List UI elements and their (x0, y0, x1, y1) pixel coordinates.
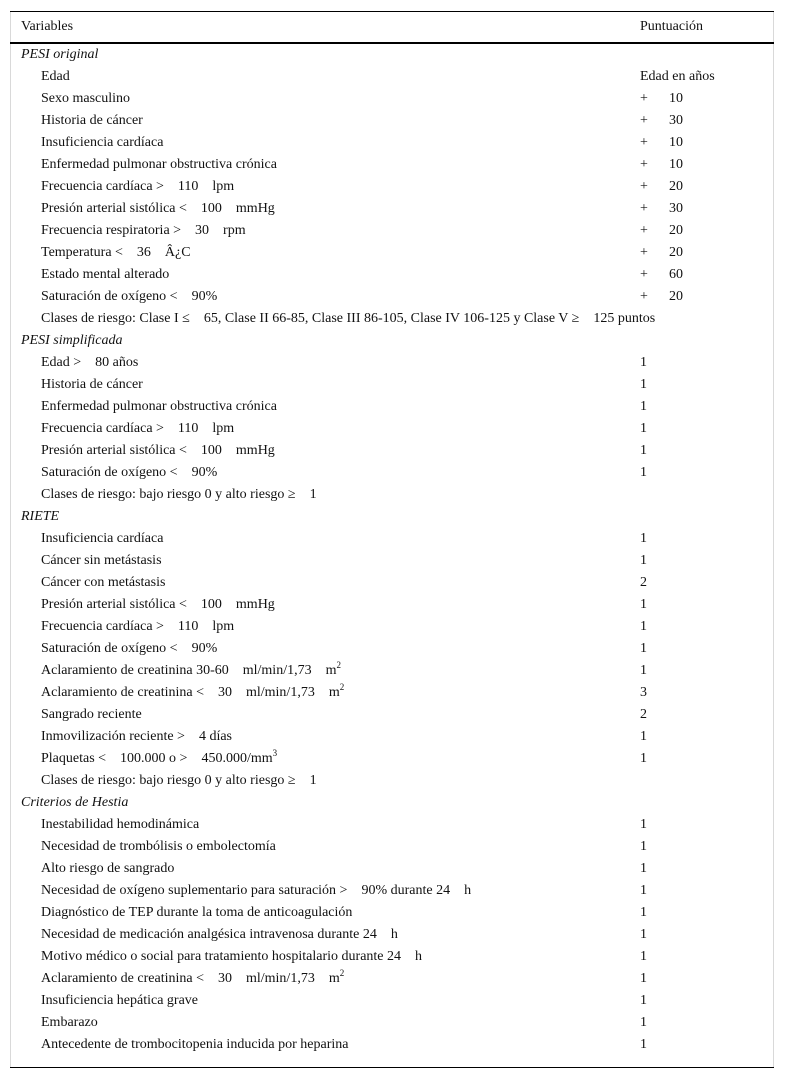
section-title (21, 506, 59, 528)
variable-text: Clases de riesgo: bajo riesgo 0 y alto riesgo ≥ 1 (41, 487, 317, 502)
score-value: 1 (640, 619, 647, 634)
score-value: 1 (640, 971, 647, 986)
variable-label (41, 968, 344, 990)
variable-text: Frecuencia respiratoria > 30 rpm (41, 223, 246, 238)
variable-label (41, 484, 317, 506)
variable-text: Saturación de oxígeno < 90% (41, 289, 218, 304)
variable-text: Estado mental alterado (41, 267, 170, 282)
score-cell (640, 924, 647, 946)
variable-label (41, 308, 655, 330)
variable-text: Saturación de oxígeno < 90% (41, 641, 218, 656)
section-title (21, 44, 98, 66)
score-value: 1 (640, 1037, 647, 1052)
variable-text: Enfermedad pulmonar obstructiva crónica (41, 399, 277, 414)
score-value: 1 (640, 465, 647, 480)
table-row (10, 858, 774, 880)
score-cell (640, 66, 715, 88)
score-value: 1 (640, 861, 647, 876)
variable-label (41, 704, 142, 726)
variable-text: Historia de cáncer (41, 113, 143, 128)
variable-text: Presión arterial sistólica < 100 mmHg (41, 201, 275, 216)
variable-label (41, 858, 174, 880)
variable-text: Insuficiencia cardíaca (41, 531, 164, 546)
table-row (10, 748, 774, 770)
score-cell (640, 528, 647, 550)
score-cell (640, 836, 647, 858)
section-title (21, 792, 128, 814)
variable-label (41, 682, 344, 704)
unit-superscript: 2 (339, 968, 345, 978)
variable-text: Presión arterial sistólica < 100 mmHg (41, 443, 275, 458)
score-cell (640, 968, 647, 990)
score-value: 1 (640, 531, 647, 546)
table-row (10, 484, 774, 506)
variable-label (41, 990, 198, 1012)
table-row (10, 616, 774, 638)
table-row (10, 594, 774, 616)
variable-label (41, 726, 232, 748)
score-cell (640, 220, 683, 242)
variable-text: Diagnóstico de TEP durante la toma de anticoagulación (41, 905, 353, 920)
table-row (10, 418, 774, 440)
table-row (10, 198, 774, 220)
section-header-row (10, 44, 774, 66)
variable-label (41, 440, 275, 462)
score-sign: + (640, 223, 648, 238)
table-row (10, 902, 774, 924)
variable-text: Insuficiencia hepática grave (41, 993, 199, 1008)
variable-label (41, 946, 422, 968)
table-row (10, 572, 774, 594)
variable-label (41, 286, 217, 308)
score-sign: + (640, 201, 648, 216)
table-row (10, 968, 774, 990)
score-cell (640, 110, 683, 132)
table-row (10, 550, 774, 572)
score-sign: + (640, 135, 648, 150)
variable-text: Necesidad de oxígeno suplementario para saturación > 90% durante 24 h (41, 883, 472, 898)
score-sign: + (640, 245, 648, 260)
unit-superscript: 2 (336, 660, 341, 670)
variable-text: Inmovilización reciente > 4 días (41, 729, 232, 744)
unit-superscript: 3 (272, 748, 278, 758)
score-cell (640, 704, 647, 726)
score-value: 1 (640, 883, 647, 898)
variable-text: PESI simplificada (21, 333, 123, 348)
variable-label (41, 594, 275, 616)
table-row (10, 462, 774, 484)
score-value: 3 (640, 685, 647, 700)
variable-label (41, 198, 275, 220)
score-value: 10 (669, 157, 683, 172)
table-row (10, 308, 774, 330)
variable-text: Aclaramiento de creatinina 30-60 ml/min/1,73 m (41, 663, 337, 678)
table-row (10, 242, 774, 264)
score-cell (640, 594, 647, 616)
score-value: 1 (640, 729, 647, 744)
section-header-row (10, 506, 774, 528)
score-cell (640, 418, 647, 440)
table-row (10, 638, 774, 660)
score-value: 1 (640, 421, 647, 436)
score-sign: + (640, 179, 648, 194)
variable-text: Historia de cáncer (41, 377, 143, 392)
table-row (10, 264, 774, 286)
score-value: 1 (640, 399, 647, 414)
variable-text: Antecedente de trombocitopenia inducida por heparina (41, 1037, 349, 1052)
variable-label (41, 550, 162, 572)
table-row (10, 66, 774, 88)
score-cell (640, 352, 647, 374)
variable-text: Insuficiencia cardíaca (41, 135, 164, 150)
table-row (10, 682, 774, 704)
score-value: 20 (669, 289, 683, 304)
table-row (10, 1012, 774, 1034)
variable-label (41, 176, 234, 198)
variable-label (41, 902, 352, 924)
table-row (10, 440, 774, 462)
variable-text: Cáncer con metástasis (41, 575, 166, 590)
variable-text: Alto riesgo de sangrado (41, 861, 175, 876)
variable-label (41, 154, 277, 176)
variable-text: Saturación de oxígeno < 90% (41, 465, 218, 480)
variable-label (41, 418, 234, 440)
variable-text: Aclaramiento de creatinina < 30 ml/min/1,73 m (41, 685, 340, 700)
score-value: 1 (640, 641, 647, 656)
table-row (10, 814, 774, 836)
score-sign: + (640, 289, 648, 304)
score-value: 10 (669, 135, 683, 150)
score-value: Edad en años (640, 69, 715, 84)
table-row (10, 924, 774, 946)
variable-label (41, 88, 130, 110)
table-row (10, 286, 774, 308)
variable-text: Clases de riesgo: bajo riesgo 0 y alto riesgo ≥ 1 (41, 773, 317, 788)
column-header-variables: Variables (21, 19, 74, 34)
table-row (10, 660, 774, 682)
variable-label (41, 660, 341, 682)
table-row (10, 770, 774, 792)
table-row (10, 726, 774, 748)
score-value: 1 (640, 905, 647, 920)
section-header-row (10, 330, 774, 352)
table-row (10, 220, 774, 242)
unit-superscript: 2 (339, 682, 345, 692)
score-cell (640, 462, 647, 484)
table-row (10, 1034, 774, 1056)
variable-label (41, 814, 199, 836)
score-cell (640, 242, 683, 264)
score-cell (640, 1034, 647, 1056)
variable-label (41, 880, 471, 902)
score-value: 1 (640, 443, 647, 458)
variable-label (41, 528, 163, 550)
table-row (10, 880, 774, 902)
table-top-rule (10, 11, 774, 12)
score-cell (640, 1012, 647, 1034)
table-row (10, 374, 774, 396)
score-value: 1 (640, 993, 647, 1008)
variable-label (41, 352, 138, 374)
score-cell (640, 132, 683, 154)
variable-text: Clases de riesgo: Clase I ≤ 65, Clase II 66-85, Clase III 86-105, Clase IV 106-125 y Clase V ≥ 125 puntos (41, 311, 656, 326)
variable-text: Frecuencia cardíaca > 110 lpm (41, 421, 235, 436)
score-sign: + (640, 91, 648, 106)
variable-label (41, 1012, 98, 1034)
score-value: 1 (640, 1015, 647, 1030)
score-cell (640, 814, 647, 836)
table-row (10, 990, 774, 1012)
score-cell (640, 748, 647, 770)
score-value: 10 (669, 91, 683, 106)
variable-text: Criterios de Hestia (21, 795, 129, 810)
score-cell (640, 638, 647, 660)
score-cell (640, 726, 647, 748)
variable-text: Edad > 80 años (41, 355, 139, 370)
variable-label (41, 748, 277, 770)
table-row (10, 88, 774, 110)
table-row (10, 110, 774, 132)
score-cell (640, 990, 647, 1012)
score-value: 1 (640, 597, 647, 612)
variable-label (41, 66, 70, 88)
table-row (10, 836, 774, 858)
score-cell (640, 946, 647, 968)
variable-text: Motivo médico o social para tratamiento hospitalario durante 24 h (41, 949, 423, 964)
table-row (10, 176, 774, 198)
section-title (21, 330, 123, 352)
score-value: 1 (640, 377, 647, 392)
variable-label (41, 396, 277, 418)
score-cell (640, 660, 647, 682)
score-cell (640, 682, 647, 704)
table-row (10, 396, 774, 418)
score-cell (640, 176, 683, 198)
score-cell (640, 264, 683, 286)
score-sign: + (640, 113, 648, 128)
score-cell (640, 440, 647, 462)
variable-text: Plaquetas < 100.000 o > 450.000/mm (41, 751, 273, 766)
section-header-row (10, 792, 774, 814)
score-cell (640, 374, 647, 396)
score-cell (640, 198, 683, 220)
score-cell (640, 286, 683, 308)
variable-label (41, 110, 143, 132)
variable-text: Sexo masculino (41, 91, 131, 106)
variable-label (41, 242, 191, 264)
table-row (10, 132, 774, 154)
variable-text: Presión arterial sistólica < 100 mmHg (41, 597, 275, 612)
variable-text: Embarazo (41, 1015, 98, 1030)
variable-label (41, 924, 398, 946)
variable-label (41, 836, 276, 858)
score-value: 20 (669, 179, 683, 194)
score-cell (640, 858, 647, 880)
score-value: 1 (640, 663, 647, 678)
variable-text: PESI original (21, 47, 99, 62)
table-row (10, 704, 774, 726)
score-value: 60 (669, 267, 683, 282)
score-cell (640, 880, 647, 902)
score-value: 1 (640, 817, 647, 832)
variable-text: Frecuencia cardíaca > 110 lpm (41, 619, 235, 634)
variable-label (41, 572, 165, 594)
variable-text: Necesidad de trombólisis o embolectomía (41, 839, 276, 854)
variable-text: Temperatura < 36 Â¿C (41, 245, 191, 260)
variable-label (41, 132, 163, 154)
score-sign: + (640, 267, 648, 282)
score-cell (640, 902, 647, 924)
score-value: 30 (669, 113, 683, 128)
score-value: 1 (640, 553, 647, 568)
score-cell (640, 550, 647, 572)
score-value: 1 (640, 355, 647, 370)
table-row (10, 528, 774, 550)
column-header-score: Puntuación (640, 19, 703, 34)
variable-text: Inestabilidad hemodinámica (41, 817, 200, 832)
variable-label (41, 616, 234, 638)
variable-text: RIETE (21, 509, 60, 524)
variable-label (41, 770, 317, 792)
score-value: 1 (640, 839, 647, 854)
score-cell (640, 616, 647, 638)
table-body (10, 44, 774, 1056)
score-value: 30 (669, 201, 683, 216)
score-sign: + (640, 157, 648, 172)
score-cell (640, 572, 647, 594)
variable-text: Cáncer sin metástasis (41, 553, 162, 568)
score-cell (640, 154, 683, 176)
table-row (10, 946, 774, 968)
variable-label (41, 374, 143, 396)
variable-text: Sangrado reciente (41, 707, 142, 722)
variable-label (41, 264, 169, 286)
variable-label (41, 220, 246, 242)
table-row (10, 154, 774, 176)
score-cell (640, 88, 683, 110)
variable-label (41, 462, 217, 484)
variable-text: Enfermedad pulmonar obstructiva crónica (41, 157, 277, 172)
variable-label (41, 1034, 349, 1056)
score-cell (640, 396, 647, 418)
score-value: 1 (640, 949, 647, 964)
score-value: 1 (640, 927, 647, 942)
variable-label (41, 638, 217, 660)
score-value: 2 (640, 575, 647, 590)
variable-text: Aclaramiento de creatinina < 30 ml/min/1,73 m (41, 971, 340, 986)
score-value: 20 (669, 245, 683, 260)
variable-text: Edad (41, 69, 70, 84)
score-value: 2 (640, 707, 647, 722)
variable-text: Frecuencia cardíaca > 110 lpm (41, 179, 235, 194)
table-row (10, 352, 774, 374)
table-bottom-rule (10, 1067, 774, 1068)
variable-text: Necesidad de medicación analgésica intravenosa durante 24 h (41, 927, 398, 942)
score-value: 20 (669, 223, 683, 238)
score-value: 1 (640, 751, 647, 766)
